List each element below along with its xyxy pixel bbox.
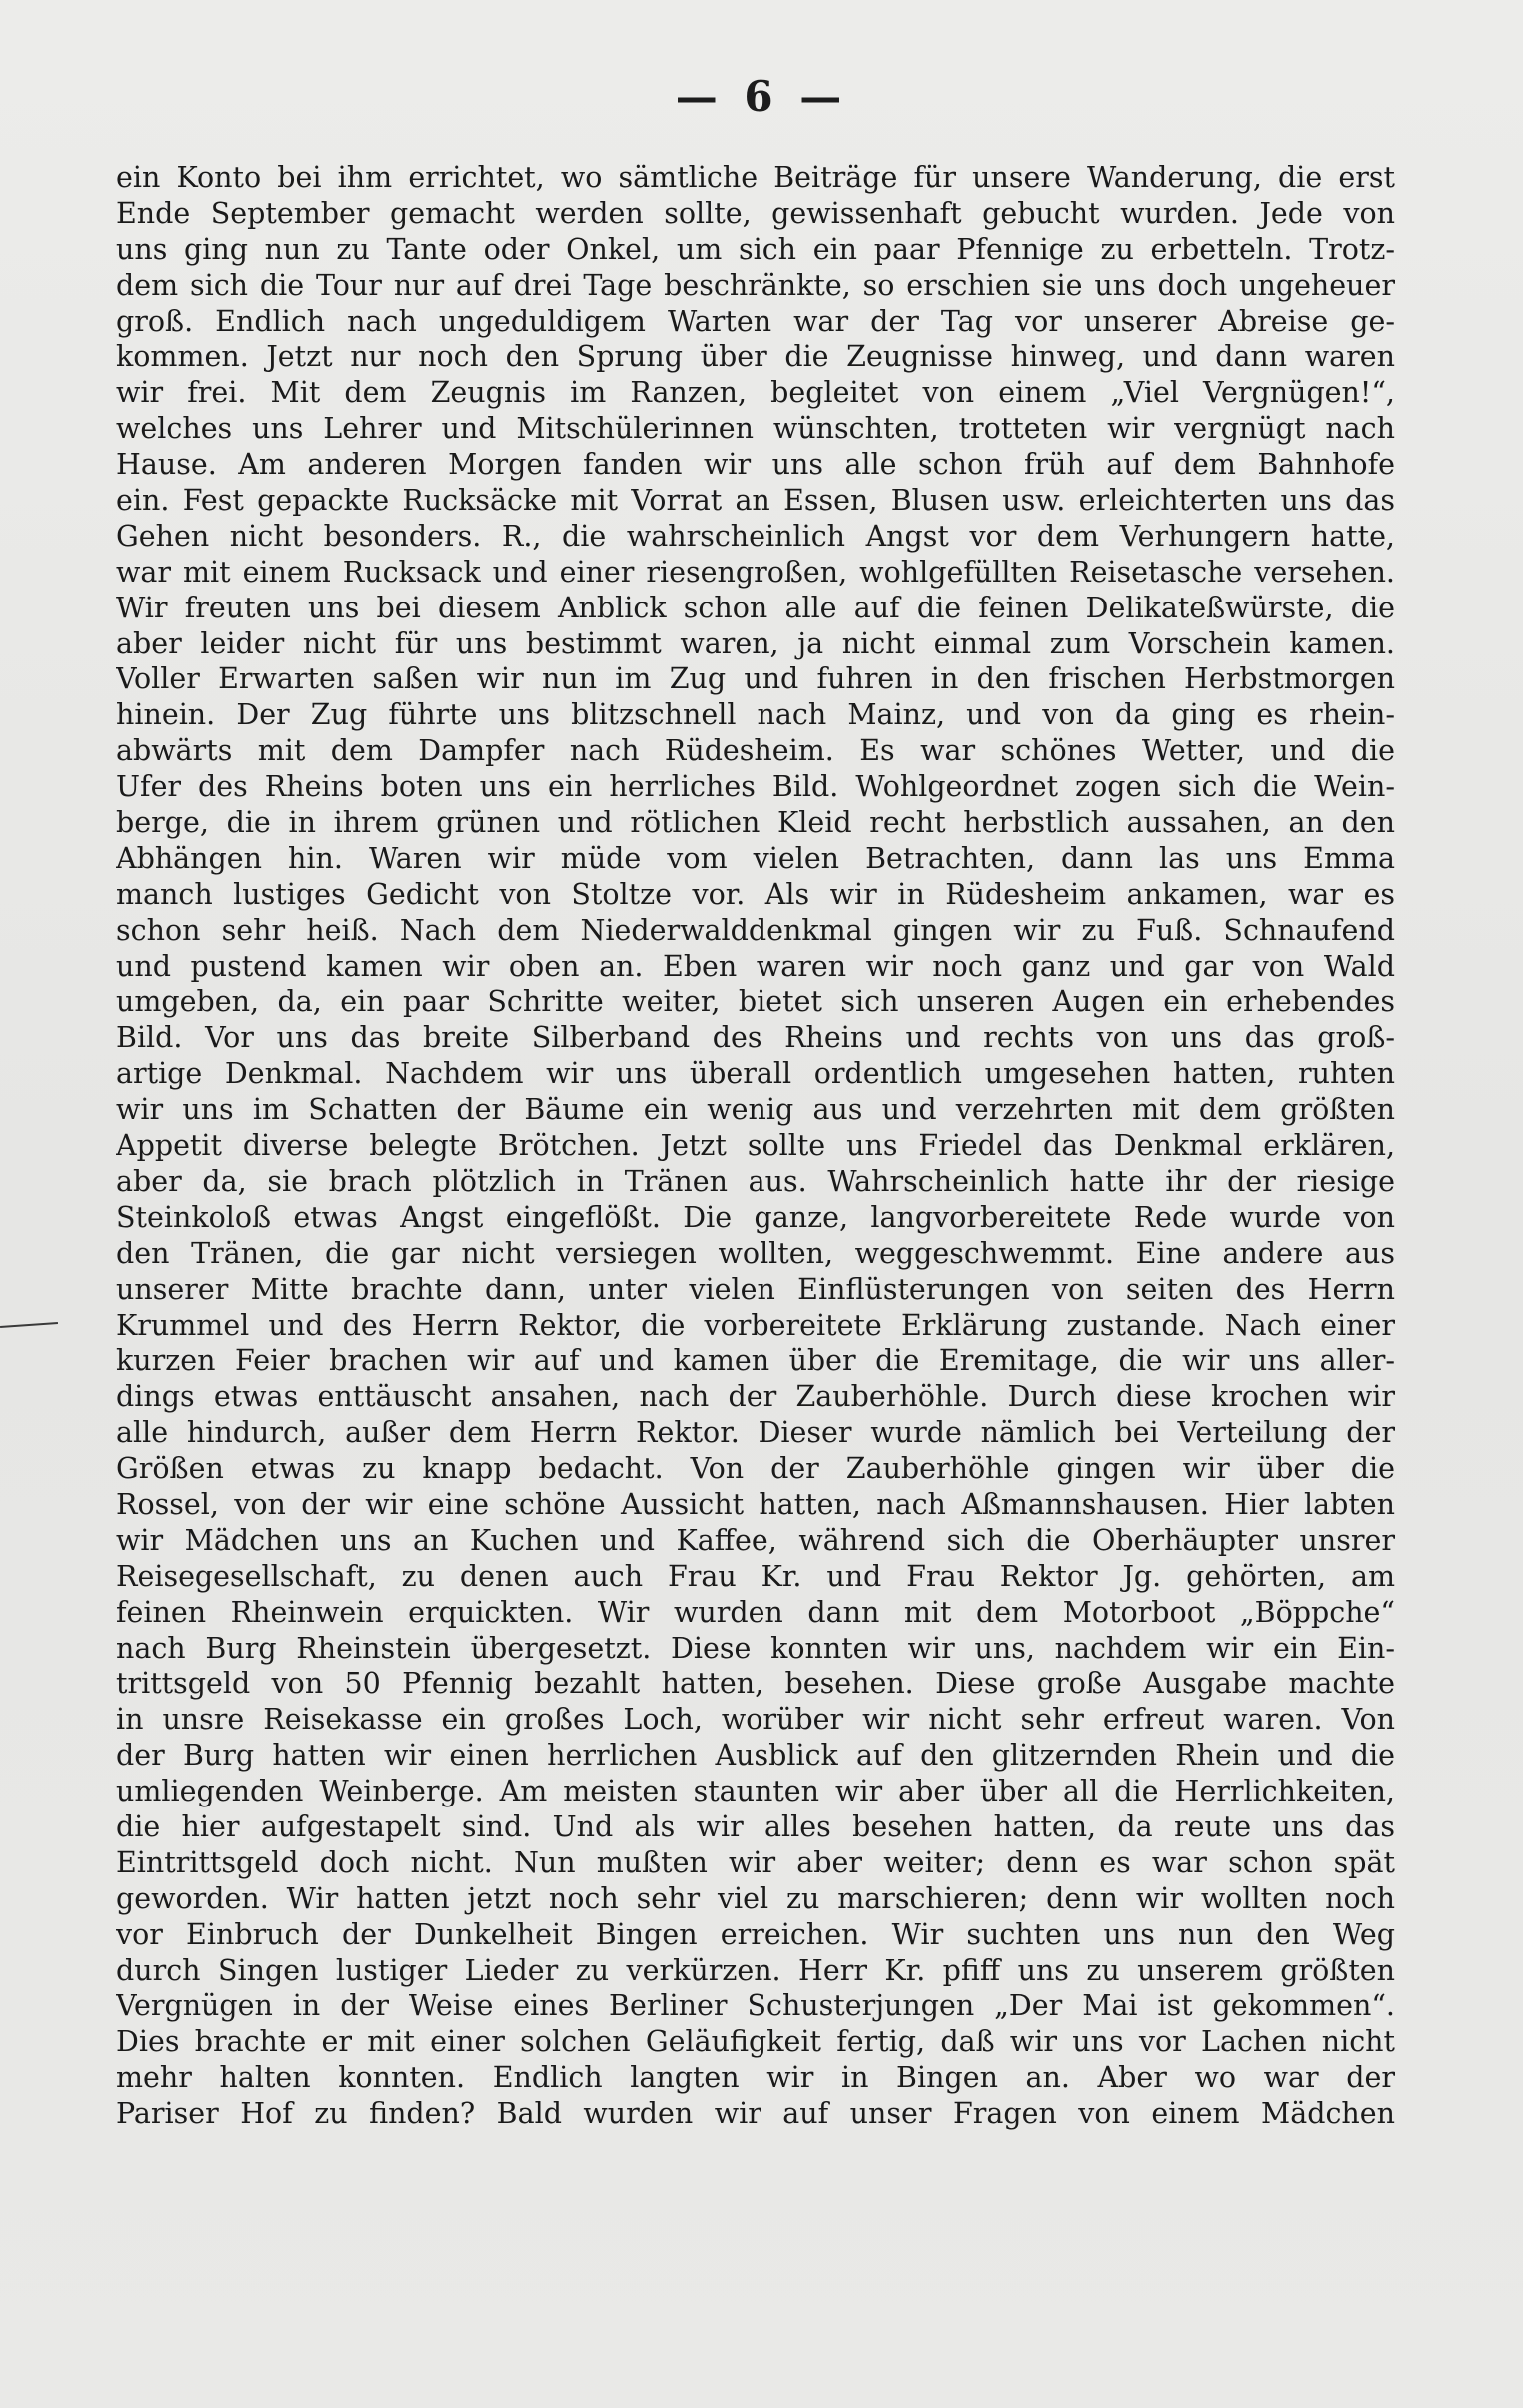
text-line: vor Einbruch der Dunkelheit Bingen erreichen. Wir suchten uns nun den Weg (116, 1917, 1395, 1951)
text-line: Vergnügen in der Weise eines Berliner Schusterjungen „Der Mai ist gekommen“. (116, 1989, 1395, 2023)
text-line: wir uns im Schatten der Bäume ein wenig aus und verzehrten mit dem größten (116, 1093, 1395, 1127)
text-line: umgeben, da, ein paar Schritte weiter, bietet sich unseren Augen ein erhebendes (116, 985, 1395, 1019)
text-line: kurzen Feier brachen wir auf und kamen über die Eremitage, die wir uns aller- (116, 1344, 1395, 1378)
text-line: Ende September gemacht werden sollte, gewissenhaft gebucht wurden. Jede von (116, 196, 1395, 230)
text-line: die hier aufgestapelt sind. Und als wir alles besehen hatten, da reute uns das (116, 1809, 1395, 1843)
text-line: nach Burg Rheinstein übergesetzt. Diese konnten wir uns, nachdem wir ein Ein- (116, 1631, 1395, 1665)
text-line: in unsre Reisekasse ein großes Loch, worüber wir nicht sehr erfreut waren. Von (116, 1703, 1395, 1737)
text-line: unserer Mitte brachte dann, unter vielen Einflüsterungen von seiten des Herrn (116, 1272, 1395, 1306)
text-line: durch Singen lustiger Lieder zu verkürzen. Herr Kr. pfiff uns zu unserem größten (116, 1953, 1395, 1987)
text-line: Rossel, von der wir eine schöne Aussicht hatten, nach Aßmannshausen. Hier labten (116, 1487, 1395, 1521)
text-line: welches uns Lehrer und Mitschülerinnen wünschten, trotteten wir vergnügt nach (116, 412, 1395, 446)
text-line: alle hindurch, außer dem Herrn Rektor. Dieser wurde nämlich bei Verteilung der (116, 1416, 1395, 1450)
text-line: Bild. Vor uns das breite Silberband des Rheins und rechts von uns das groß- (116, 1021, 1395, 1055)
text-line: berge, die in ihrem grünen und rötlichen Kleid recht herbstlich aussahen, an den (116, 806, 1395, 840)
text-line: der Burg hatten wir einen herrlichen Ausblick auf den glitzernden Rhein und die (116, 1739, 1395, 1773)
body-text (116, 160, 1395, 2132)
text-line: Dies brachte er mit einer solchen Geläufigkeit fertig, daß wir uns vor Lachen nicht (116, 2025, 1395, 2059)
text-line: dings etwas enttäuscht ansahen, nach der Zauberhöhle. Durch diese krochen wir (116, 1380, 1395, 1414)
text-line: groß. Endlich nach ungeduldigem Warten war der Tag vor unserer Abreise ge- (116, 304, 1395, 338)
text-line: trittsgeld von 50 Pfennig bezahlt hatten, besehen. Diese große Ausgabe machte (116, 1667, 1395, 1701)
text-line: Krummel und des Herrn Rektor, die vorbereitete Erklärung zustande. Nach einer (116, 1308, 1395, 1342)
page-number: — 6 — (675, 72, 848, 121)
text-line: Ufer des Rheins boten uns ein herrliches Bild. Wohlgeordnet zogen sich die Wein- (116, 770, 1395, 804)
text-line: Gehen nicht besonders. R., die wahrscheinlich Angst vor dem Verhungern hatte, (116, 519, 1395, 553)
text-line: Reisegesellschaft, zu denen auch Frau Kr. und Frau Rektor Jg. gehörten, am (116, 1559, 1395, 1593)
text-line: wir frei. Mit dem Zeugnis im Ranzen, begleitet von einem „Viel Vergnügen!“, (116, 376, 1395, 410)
text-line: artige Denkmal. Nachdem wir uns überall ordentlich umgesehen hatten, ruhten (116, 1057, 1395, 1091)
text-line: abwärts mit dem Dampfer nach Rüdesheim. Es war schönes Wetter, und die (116, 734, 1395, 768)
text-line: hinein. Der Zug führte uns blitzschnell nach Mainz, und von da ging es rhein- (116, 698, 1395, 732)
text-line: manch lustiges Gedicht von Stoltze vor. Als wir in Rüdesheim ankamen, war es (116, 877, 1395, 911)
text-line: Eintrittsgeld doch nicht. Nun mußten wir aber weiter; denn es war schon spät (116, 1845, 1395, 1879)
text-line: Abhängen hin. Waren wir müde vom vielen Betrachten, dann las uns Emma (116, 841, 1395, 875)
text-line: den Tränen, die gar nicht versiegen wollten, weggeschwemmt. Eine andere aus (116, 1236, 1395, 1270)
text-line: geworden. Wir hatten jetzt noch sehr viel zu marschieren; denn wir wollten noch (116, 1881, 1395, 1915)
text-line: ein Konto bei ihm errichtet, wo sämtliche Beiträge für unsere Wanderung, die erst (116, 161, 1395, 194)
text-line: schon sehr heiß. Nach dem Niederwalddenkmal gingen wir zu Fuß. Schnaufend (116, 913, 1395, 947)
text-line: und pustend kamen wir oben an. Eben waren wir noch ganz und gar von Wald (116, 949, 1395, 983)
text-line: war mit einem Rucksack und einer riesengroßen, wohlgefüllten Reisetasche versehen. (116, 555, 1395, 589)
text-line: Pariser Hof zu finden? Bald wurden wir auf unser Fragen von einem Mädchen (116, 2097, 1395, 2131)
margin-pencil-mark (0, 1322, 58, 1328)
text-line: Steinkoloß etwas Angst eingeflößt. Die ganze, langvorbereitete Rede wurde von (116, 1200, 1395, 1234)
text-line: Voller Erwarten saßen wir nun im Zug und fuhren in den frischen Herbstmorgen (116, 662, 1395, 696)
text-line: umliegenden Weinberge. Am meisten staunten wir aber über all die Herrlichkeiten, (116, 1775, 1395, 1808)
text-line: dem sich die Tour nur auf drei Tage beschränkte, so erschien sie uns doch ungeheuer (116, 268, 1395, 302)
text-line: Wir freuten uns bei diesem Anblick schon alle auf die feinen Delikateßwürste, die (116, 591, 1395, 624)
text-line: ein. Fest gepackte Rucksäcke mit Vorrat an Essen, Blusen usw. erleichterten uns das (116, 484, 1395, 518)
text-line: Hause. Am anderen Morgen fanden wir uns alle schon früh auf dem Bahnhofe (116, 448, 1395, 482)
text-line: aber da, sie brach plötzlich in Tränen aus. Wahrscheinlich hatte ihr der riesige (116, 1164, 1395, 1198)
text-line: mehr halten konnten. Endlich langten wir in Bingen an. Aber wo war der (116, 2061, 1395, 2095)
text-line: aber leider nicht für uns bestimmt waren, ja nicht einmal zum Vorschein kamen. (116, 626, 1395, 660)
text-line: wir Mädchen uns an Kuchen und Kaffee, während sich die Oberhäupter unsrer (116, 1523, 1395, 1557)
text-line: uns ging nun zu Tante oder Onkel, um sich ein paar Pfennige zu erbetteln. Trotz- (116, 232, 1395, 266)
text-line: kommen. Jetzt nur noch den Sprung über die Zeugnisse hinweg, und dann waren (116, 340, 1395, 374)
text-line: feinen Rheinwein erquickten. Wir wurden dann mit dem Motorboot „Böppche“ (116, 1595, 1395, 1629)
text-line: Größen etwas zu knapp bedacht. Von der Zauberhöhle gingen wir über die (116, 1452, 1395, 1486)
text-line: Appetit diverse belegte Brötchen. Jetzt sollte uns Friedel das Denkmal erklären, (116, 1129, 1395, 1163)
